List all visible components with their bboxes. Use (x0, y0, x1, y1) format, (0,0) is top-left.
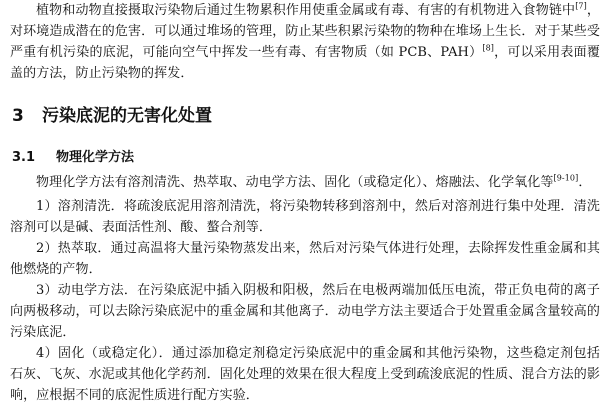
citation-7: [7] (575, 1, 587, 11)
citation-8: [8] (482, 43, 495, 53)
method-label: 1）溶剂清洗． (36, 199, 124, 214)
method-solvent-washing (10, 196, 600, 238)
method-label: 4）固化（或稳定化）． (36, 346, 172, 361)
intro-line-1: 植物和动物直接摄取污染物后通过生物累积作用使重金属或有毒、有害的有机物进入食物链中 (36, 3, 576, 18)
citation-9-10: [9-10] (553, 173, 579, 183)
method-label: 2）热萃取． (36, 241, 111, 256)
section-title: 污染底泥的无害化处置 (42, 106, 212, 126)
subsection-heading (12, 148, 134, 168)
subsection-title: 物理化学方法 (56, 150, 135, 165)
intro-line-4: 法，防止污染物的挥发． (49, 66, 194, 81)
method-text: 通过添加稳定剂稳定污染底泥中的重金属和其他污染物，这些稳定剂包括石灰、飞灰、水泥或其他化学药剂．固化处理的效果在很大程度上受到疏浚底泥的性质、混合方法的影响，应根据不同的底泥性质进行配方实验． (10, 346, 600, 403)
intro-line-3-end: ，可以采用表面覆盖的方 (10, 45, 600, 81)
method-thermal-extraction (10, 238, 600, 280)
section-number: 3 (12, 106, 24, 126)
method-solidification (10, 343, 600, 406)
method-label: 3）动电学方法． (36, 283, 138, 298)
summary-end: ． (578, 175, 592, 190)
summary-text: 物理化学方法有溶剂清洗、热萃取、动电学方法、固化（或稳定化）、熔融法、化学氧化等 (36, 175, 554, 190)
intro-line-3: 严重有机污染的底泥，可能向空气中挥发一些有毒、有害物质（如 PCB、PAH） (10, 45, 483, 60)
subsection-number: 3.1 (12, 150, 36, 165)
method-text: 将疏浚底泥用溶剂清洗，将污染物转移到溶剂中，然后对溶剂进行集中处理．清洗溶剂可以是碱、表面活性剂、酸、螯合剂等． (10, 199, 600, 235)
intro-line-2: 对环境造成潜在的危害．可以通过堆场的管理，防止某些积累污染物的物种在堆场上生长．对于某些受 (10, 24, 600, 39)
intro-paragraph (10, 0, 600, 84)
method-text: 通过高温将大量污染物蒸发出来，然后对污染气体进行处理，去除挥发性重金属和其他燃烧的产物． (10, 241, 601, 277)
method-electrokinetic (10, 280, 600, 343)
summary-paragraph (10, 172, 600, 193)
intro-line-1-end: ， (586, 3, 600, 18)
section-heading (12, 104, 212, 128)
method-text: 在污染底泥中插入阴极和阳极，然后在电极两端加低压电流，带正负电荷的离子向两极移动，可以去除污染底泥中的重金属和其他离子．动电学方法主要适合于处置重金属含量较高的污染底泥． (10, 283, 600, 340)
